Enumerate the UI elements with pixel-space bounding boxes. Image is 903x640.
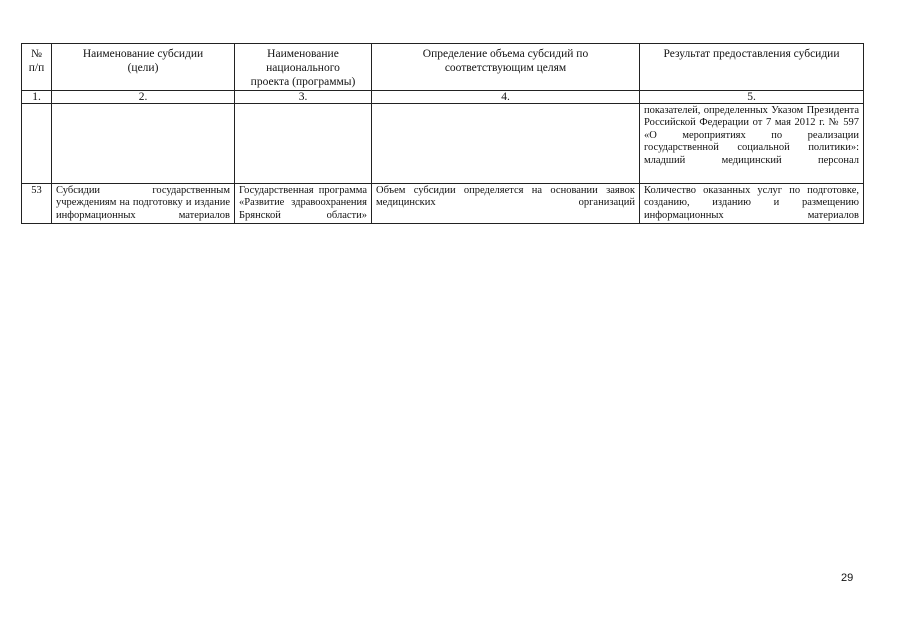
row-project-cell: Государственная программа «Развитие здравоохранения Брянской области» xyxy=(235,184,372,224)
column-number-4: 4. xyxy=(372,91,640,104)
column-number-1: 1. xyxy=(22,91,52,104)
subsidy-table xyxy=(21,43,864,224)
continuation-project-cell xyxy=(235,104,372,184)
header-volume-definition: Определение объема субсидий по соответствующим целям xyxy=(372,44,640,91)
continuation-number-cell xyxy=(22,104,52,184)
row-number-cell: 53 xyxy=(22,184,52,224)
continuation-subsidy-cell xyxy=(52,104,235,184)
column-number-2: 2. xyxy=(52,91,235,104)
header-row xyxy=(22,44,864,91)
column-number-row xyxy=(22,91,864,104)
page-number: 29 xyxy=(841,572,854,584)
row-volume-cell: Объем субсидии определяется на основании заявок медицинских организаций xyxy=(372,184,640,224)
continuation-volume-cell xyxy=(372,104,640,184)
header-subsidy-name: Наименование субсидии (цели) xyxy=(52,44,235,91)
table-row xyxy=(22,184,864,224)
continuation-result-cell: показателей, определенных Указом Президента Российской Федерации от 7 мая 2012 г. № 597 «О мероприятиях по реализации государственной социальной политики»: младший медицинский персонал xyxy=(640,104,864,184)
row-subsidy-cell: Субсидии государственным учреждениям на подготовку и издание информационных материалов xyxy=(52,184,235,224)
column-number-5: 5. xyxy=(640,91,864,104)
header-national-project: Наименование национального проекта (программы) xyxy=(235,44,372,91)
header-result: Результат предоставления субсидии xyxy=(640,44,864,91)
continuation-row xyxy=(22,104,864,184)
header-number: № п/п xyxy=(22,44,52,91)
column-number-3: 3. xyxy=(235,91,372,104)
row-result-cell: Количество оказанных услуг по подготовке, созданию, изданию и размещению информационных материалов xyxy=(640,184,864,224)
